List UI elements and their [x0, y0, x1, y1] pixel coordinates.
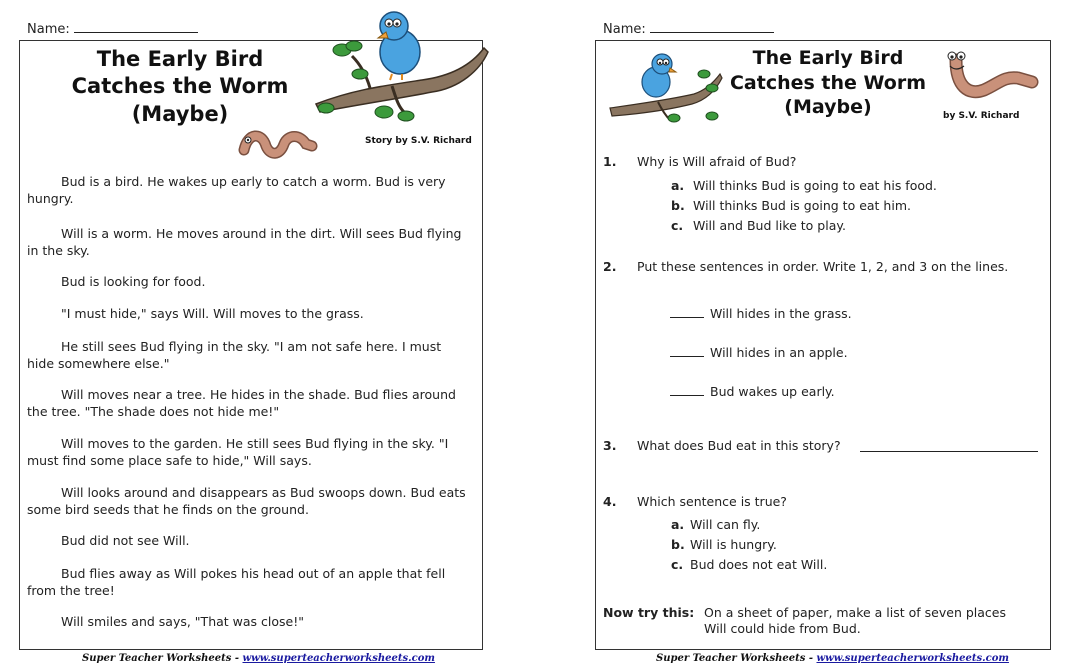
question-number: 1.	[603, 154, 617, 169]
answer-option-a[interactable]: a. Will thinks Bud is going to eat his food.	[671, 178, 937, 193]
worm-icon	[240, 122, 316, 158]
question-text: Why is Will afraid of Bud?	[637, 154, 797, 169]
story-byline: Story by S.V. Richard	[365, 136, 472, 146]
worm-icon	[938, 46, 1038, 106]
blue-bird-icon	[636, 52, 676, 100]
footer-brand: Super Teacher Worksheets	[656, 653, 806, 664]
right-footer	[656, 653, 1009, 664]
answer-option-a[interactable]: a. Will can fly.	[671, 517, 761, 532]
answer-option-c[interactable]: c. Bud does not eat Will.	[671, 557, 828, 572]
worksheet-title: The Early Bird Catches the Worm (Maybe)	[729, 47, 927, 119]
ordering-blank[interactable]	[670, 385, 704, 396]
footer-separator: -	[805, 653, 817, 664]
ordering-item[interactable]: Bud wakes up early.	[670, 384, 835, 399]
name-label: Name:	[27, 22, 70, 37]
answer-blank-line[interactable]	[860, 451, 1038, 452]
story-paragraph: Bud did not see Will.	[61, 533, 190, 548]
name-blank-line[interactable]	[74, 21, 198, 33]
footer-link[interactable]: www.superteacherworksheets.com	[242, 653, 435, 664]
name-field[interactable]	[603, 21, 774, 37]
footer-link[interactable]: www.superteacherworksheets.com	[816, 653, 1009, 664]
story-paragraph: Bud is looking for food.	[61, 274, 206, 289]
left-footer	[82, 653, 435, 664]
now-try-label: Now try this:	[603, 605, 695, 620]
question-number: 3.	[603, 438, 617, 453]
answer-option-b[interactable]: b. Will is hungry.	[671, 537, 777, 552]
worksheet-byline: by S.V. Richard	[943, 111, 1020, 121]
question-text: What does Bud eat in this story?	[637, 438, 841, 453]
footer-separator: -	[231, 653, 243, 664]
story-paragraph: Will looks around and disappears as Bud swoops down. Bud eats some bird seeds that he finds on the ground.	[27, 485, 466, 517]
ordering-item[interactable]: Will hides in the grass.	[670, 306, 852, 321]
question-number: 4.	[603, 494, 617, 509]
story-paragraph: Will smiles and says, "That was close!"	[61, 614, 304, 629]
name-label: Name:	[603, 22, 646, 37]
name-field[interactable]	[27, 21, 198, 37]
footer-brand: Super Teacher Worksheets	[82, 653, 232, 664]
story-paragraph: Will is a worm. He moves around in the dirt. Will sees Bud flying in the sky.	[27, 226, 462, 258]
story-paragraph: He still sees Bud flying in the sky. "I am not safe here. I must hide somewhere else."	[27, 339, 442, 371]
ordering-item[interactable]: Will hides in an apple.	[670, 345, 848, 360]
now-try-text: On a sheet of paper, make a list of seven places	[704, 605, 1006, 620]
question-text: Put these sentences in order. Write 1, 2, and 3 on the lines.	[637, 259, 1009, 274]
question-text: Which sentence is true?	[637, 494, 787, 509]
story-title: The Early Bird Catches the Worm (Maybe)	[71, 47, 289, 126]
story-paragraph: Bud is a bird. He wakes up early to catch a worm. Bud is very hungry.	[27, 174, 446, 206]
ordering-blank[interactable]	[670, 307, 704, 318]
name-blank-line[interactable]	[650, 21, 774, 33]
story-paragraph: "I must hide," says Will. Will moves to the grass.	[61, 306, 364, 321]
ordering-blank[interactable]	[670, 346, 704, 357]
story-paragraph: Bud flies away as Will pokes his head out of an apple that fell from the tree!	[27, 566, 446, 598]
answer-option-c[interactable]: c. Will and Bud like to play.	[671, 218, 846, 233]
story-paragraph: Will moves to the garden. He still sees Bud flying in the sky. "I must find some place safe to hide," Will says.	[27, 436, 449, 468]
question-number: 2.	[603, 259, 617, 274]
now-try-text: Will could hide from Bud.	[704, 621, 861, 636]
answer-option-b[interactable]: b. Will thinks Bud is going to eat him.	[671, 198, 911, 213]
blue-bird-icon	[372, 8, 428, 80]
story-paragraph: Will moves near a tree. He hides in the shade. Bud flies around the tree. "The shade does not hide me!"	[27, 387, 456, 419]
